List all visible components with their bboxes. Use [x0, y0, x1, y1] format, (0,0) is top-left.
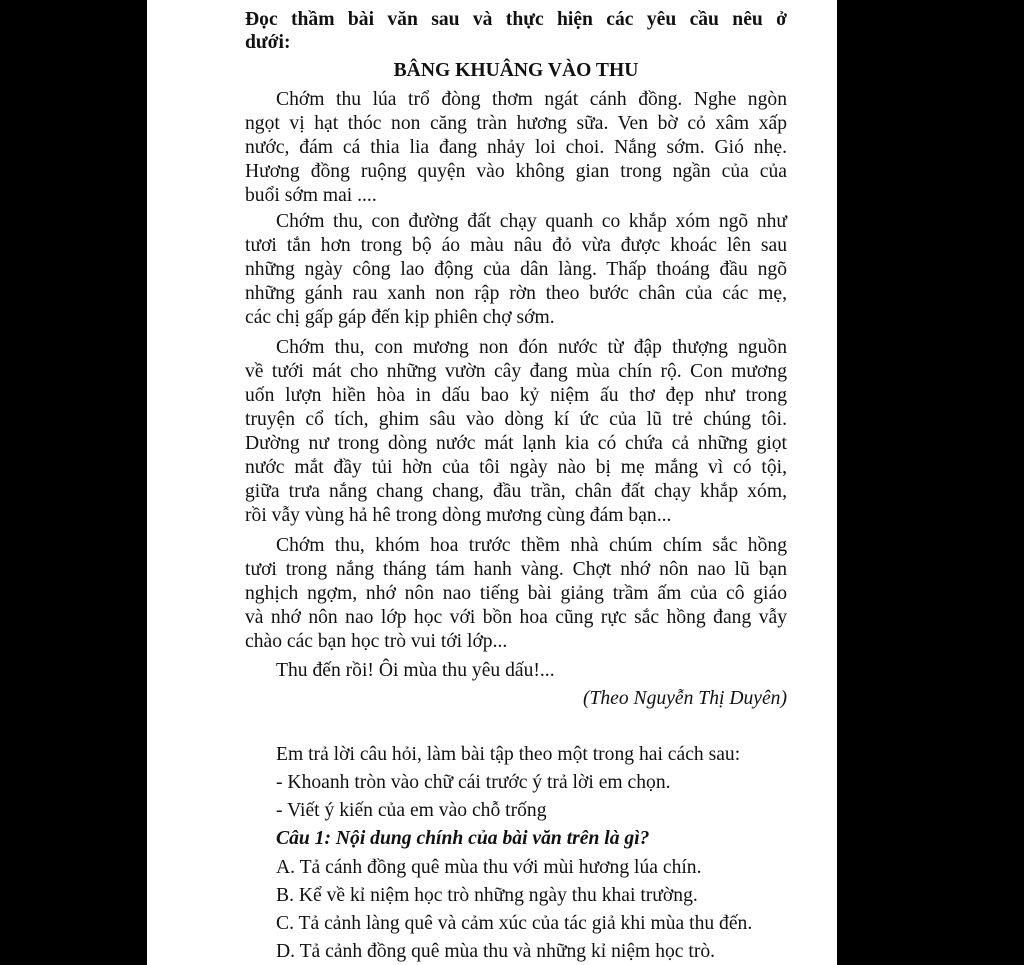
- document-page: [147, 0, 837, 965]
- paragraph-3-line: rồi vẫy vùng hả hê trong dòng mương cùng đám bạn...: [245, 505, 672, 526]
- paragraph-5-line: Thu đến rồi! Ôi mùa thu yêu dấu!...: [276, 660, 555, 681]
- paragraph-3-line: nước mắt đầy tủi hờn của tôi ngày nào bị mẹ mắng vì có tội,: [245, 457, 787, 478]
- paragraph-1-line: Hương đồng ruộng quyện vào không gian trong ngần của của: [245, 161, 787, 182]
- paragraph-2-line: các chị gấp gáp đến kịp phiên chợ sớm.: [245, 307, 555, 328]
- paragraph-2-line: những ngày công lao động của dân làng. Thấp thoáng đầu ngõ: [245, 259, 787, 280]
- question-1-option-a[interactable]: A. Tả cánh đồng quê mùa thu với mùi hương lúa chín.: [276, 857, 702, 878]
- paragraph-1-line: ngọt vị hạt thóc non căng tràn hương sữa. Ven bờ cỏ xâm xấp: [245, 113, 787, 134]
- paragraph-4-line: và nhớ nôn nao lớp học với bồn hoa cũng rực sắc hồng đang vẫy: [245, 607, 787, 628]
- paragraph-4-line: chào các bạn học trò vui tới lớp...: [245, 631, 508, 652]
- paragraph-1-line: Chớm thu lúa trổ đòng thơm ngát cánh đồng. Nghe ngòn: [276, 89, 787, 110]
- paragraph-4-line: Chớm thu, khóm hoa trước thềm nhà chúm chím sắc hồng: [276, 535, 787, 556]
- task-method-write: - Viết ý kiến của em vào chỗ trống: [276, 800, 547, 821]
- paragraph-3-line: Dường nư trong dòng nước mát lạnh kia có chứa cả những giọt: [245, 433, 787, 454]
- question-1-option-c[interactable]: C. Tả cảnh làng quê và cảm xúc của tác giả khi mùa thu đến.: [276, 913, 753, 934]
- paragraph-3-line: truyện cổ tích, ghim sâu vào dòng kí ức của lũ trẻ chúng tôi.: [245, 409, 787, 430]
- paragraph-1-line: buổi sớm mai ....: [245, 185, 377, 206]
- paragraph-4-line: nghịch ngợm, nhớ nôn nao tiếng bài giảng trầm ấm của cô giáo: [245, 583, 787, 604]
- paragraph-2-line: tươi tắn hơn trong bộ áo màu nâu đỏ vừa được khoác lên sau: [245, 235, 787, 256]
- question-1-option-b[interactable]: B. Kể về kỉ niệm học trò những ngày thu khai trường.: [276, 885, 698, 906]
- paragraph-2-line: Chớm thu, con đường đất chạy quanh co khắp xóm ngõ như: [276, 211, 787, 232]
- paragraph-3-line: về tưới mát cho những vườn cây đang mùa chín rộ. Con mương: [245, 361, 787, 382]
- paragraph-2-line: những gánh rau xanh non rập rờn theo bước chân của các mẹ,: [245, 283, 787, 304]
- task-method-circle: - Khoanh tròn vào chữ cái trước ý trả lời em chọn.: [276, 772, 671, 793]
- paragraph-4-line: tươi trong nắng tháng tám hanh vàng. Chợt nhớ nôn nao lũ bạn: [245, 559, 787, 580]
- question-1-text: Câu 1: Nội dung chính của bài văn trên là gì?: [276, 828, 650, 849]
- question-1-option-d[interactable]: D. Tả cảnh đồng quê mùa thu và những kỉ niệm học trò.: [276, 941, 716, 962]
- paragraph-3-line: Chớm thu, con mương non đón nước từ đập thượng nguồn: [276, 337, 787, 358]
- instruction-line-2: dưới:: [245, 32, 291, 53]
- paragraph-1-line: nước, đám cá thia lia đang nhảy loi choi. Nắng sớm. Gió nhẹ.: [245, 137, 787, 158]
- paragraph-3-line: giữa trưa nắng chang chang, đầu trần, chân đất chạy khắp xóm,: [245, 481, 787, 502]
- task-intro: Em trả lời câu hỏi, làm bài tập theo một trong hai cách sau:: [276, 744, 741, 765]
- story-title: BÂNG KHUÂNG VÀO THU: [393, 60, 639, 81]
- paragraph-3-line: uốn lượn hiền hòa in dấu bao kỷ niệm ấu thơ đẹp như trong: [245, 385, 787, 406]
- instruction-line-1: Đọc thầm bài văn sau và thực hiện các yêu cầu nêu ở: [245, 9, 787, 30]
- source-citation: (Theo Nguyễn Thị Duyên): [582, 688, 787, 709]
